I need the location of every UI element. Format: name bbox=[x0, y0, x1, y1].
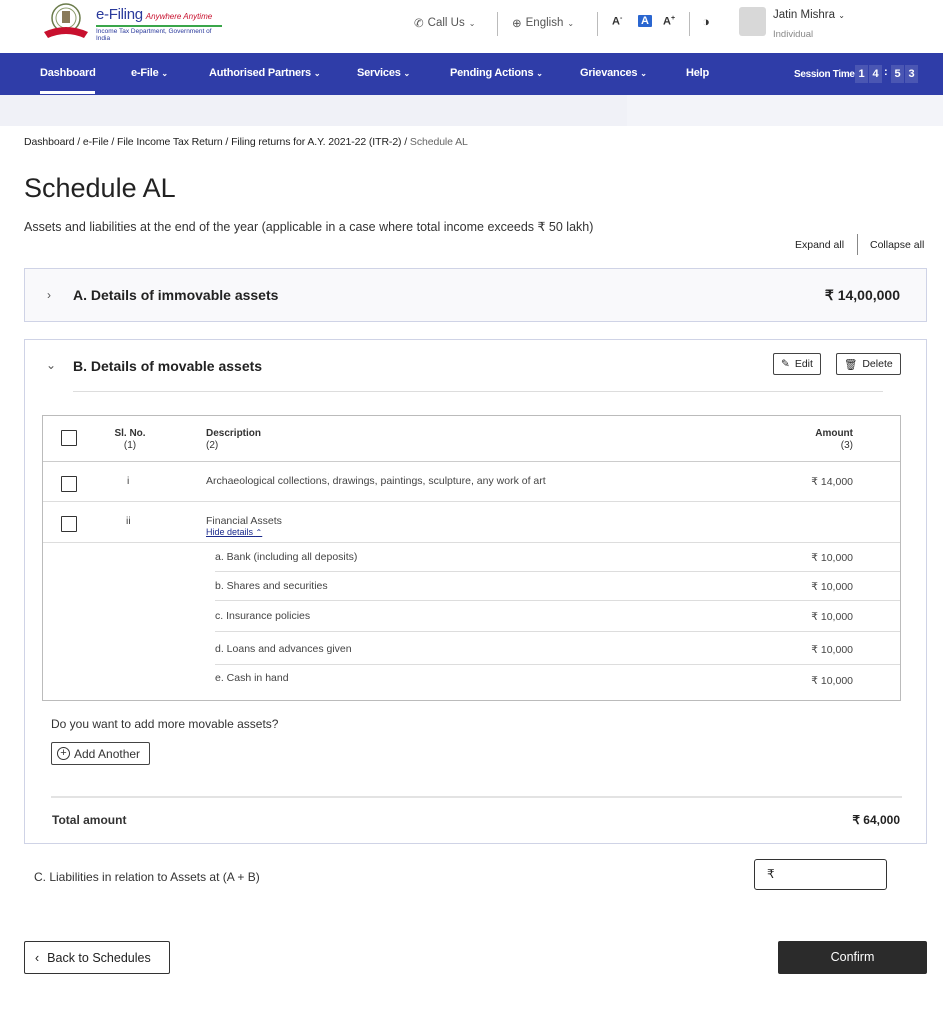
font-normal-label: A bbox=[638, 15, 652, 27]
sub-row-description: b. Shares and securities bbox=[215, 580, 328, 592]
nav-services-label: Services bbox=[357, 67, 401, 79]
session-digit: 3 bbox=[905, 65, 918, 83]
user-menu[interactable] bbox=[773, 9, 845, 21]
contrast-icon[interactable]: ◑ bbox=[702, 14, 710, 29]
chevron-down-icon: ⌄ bbox=[468, 18, 476, 28]
sub-row-amount: ₹ 10,000 bbox=[811, 675, 853, 687]
row-checkbox[interactable] bbox=[61, 476, 77, 492]
edit-label: Edit bbox=[794, 358, 813, 370]
call-us-label: Call Us bbox=[427, 17, 465, 29]
chevron-right-icon[interactable]: › bbox=[47, 288, 51, 302]
nav-dashboard[interactable]: Dashboard bbox=[40, 67, 96, 79]
column-header-sl-no bbox=[113, 428, 147, 452]
divider bbox=[215, 571, 900, 572]
logo-tagline: Anywhere Anytime bbox=[145, 12, 213, 21]
user-name: Jatin Mishra bbox=[773, 9, 835, 21]
total-amount-value: ₹ 64,000 bbox=[852, 813, 900, 827]
language-dropdown[interactable] bbox=[512, 16, 574, 30]
font-increase-button[interactable]: A+ bbox=[663, 15, 676, 28]
row-description: Financial Assets bbox=[206, 515, 282, 527]
font-normal-button[interactable] bbox=[638, 15, 652, 27]
sub-row-description: a. Bank (including all deposits) bbox=[215, 551, 358, 563]
session-colon: : bbox=[884, 66, 888, 78]
column-amount-label: Amount bbox=[815, 428, 853, 439]
nav-authorised-partners[interactable] bbox=[209, 67, 320, 79]
divider bbox=[857, 234, 858, 255]
section-b-title: B. Details of movable assets bbox=[73, 358, 263, 374]
nav-pending-actions-label: Pending Actions bbox=[450, 67, 534, 79]
sub-row-amount: ₹ 10,000 bbox=[811, 644, 853, 656]
select-all-checkbox[interactable] bbox=[61, 430, 77, 446]
total-amount-label: Total amount bbox=[52, 813, 127, 827]
language-label: English bbox=[525, 17, 564, 29]
pencil-icon: ✎ bbox=[781, 358, 790, 370]
column-description-index: (2) bbox=[206, 440, 219, 451]
nav-grievances-label: Grievances bbox=[580, 67, 638, 79]
session-time-label: Session Time bbox=[794, 69, 855, 80]
column-description-label: Description bbox=[206, 428, 262, 439]
nav-help[interactable]: Help bbox=[686, 67, 710, 79]
chevron-down-icon: ⌄ bbox=[161, 69, 168, 78]
breadcrumb-current: Schedule AL bbox=[409, 136, 468, 148]
divider bbox=[689, 12, 690, 36]
liabilities-input[interactable]: ₹ bbox=[754, 859, 887, 890]
divider bbox=[43, 501, 900, 502]
row-description: Archaeological collections, drawings, paintings, sculpture, any work of art bbox=[206, 475, 546, 487]
add-another-label: Add Another bbox=[74, 746, 141, 761]
back-to-schedules-button[interactable] bbox=[24, 941, 170, 974]
divider bbox=[51, 796, 902, 798]
divider bbox=[215, 600, 900, 601]
chevron-up-icon: ⌃ bbox=[255, 528, 263, 537]
add-another-button[interactable] bbox=[51, 742, 150, 765]
chevron-down-icon: ⌄ bbox=[640, 69, 647, 78]
add-more-question: Do you want to add more movable assets? bbox=[51, 717, 279, 731]
delete-button[interactable] bbox=[836, 353, 901, 375]
font-decrease-button[interactable]: A- bbox=[612, 15, 623, 28]
call-us-dropdown[interactable] bbox=[414, 16, 475, 30]
confirm-button[interactable]: Confirm bbox=[778, 941, 927, 974]
user-role: Individual bbox=[773, 29, 814, 40]
breadcrumb-file-itr[interactable]: File Income Tax Return bbox=[117, 136, 223, 148]
nav-pending-actions[interactable] bbox=[450, 67, 543, 79]
sub-row-amount: ₹ 10,000 bbox=[811, 581, 853, 593]
session-digit: 1 bbox=[855, 65, 868, 83]
column-header-amount bbox=[773, 428, 853, 452]
nav-efile-label: e-File bbox=[131, 67, 159, 79]
breadcrumb-efile[interactable]: e-File bbox=[82, 136, 109, 148]
row-amount: ₹ 14,000 bbox=[811, 476, 853, 488]
divider bbox=[73, 391, 883, 392]
font-decrease-label: A bbox=[612, 15, 620, 28]
column-sl-no-label: Sl. No. bbox=[114, 428, 146, 439]
plus-circle-icon: + bbox=[57, 747, 70, 760]
nav-grievances[interactable] bbox=[580, 67, 647, 79]
row-checkbox[interactable] bbox=[61, 516, 77, 532]
delete-label: Delete bbox=[862, 358, 893, 370]
back-label: Back to Schedules bbox=[47, 950, 151, 965]
divider bbox=[43, 542, 900, 543]
column-sl-no-index: (1) bbox=[123, 440, 137, 451]
divider bbox=[497, 12, 498, 36]
nav-services[interactable] bbox=[357, 67, 410, 79]
divider bbox=[215, 631, 900, 632]
hide-details-link[interactable] bbox=[206, 527, 262, 537]
breadcrumb-filing-returns[interactable]: Filing returns for A.Y. 2021-22 (ITR-2) bbox=[231, 136, 402, 148]
chevron-down-icon: ⌄ bbox=[536, 69, 543, 78]
breadcrumb: Dashboard / e-File / File Income Tax Return / Filing returns for A.Y. 2021-22 (ITR-2) / Schedule AL bbox=[24, 136, 468, 148]
row-sl-no: ii bbox=[126, 515, 131, 527]
column-amount-index: (3) bbox=[840, 440, 853, 451]
sub-row-description: e. Cash in hand bbox=[215, 672, 289, 684]
divider bbox=[215, 664, 900, 665]
section-a-title: A. Details of immovable assets bbox=[73, 287, 279, 303]
nav-efile[interactable] bbox=[131, 67, 168, 79]
trash-icon: 🗑 bbox=[844, 358, 858, 371]
nav-active-indicator bbox=[40, 91, 95, 94]
emblem-logo-icon[interactable] bbox=[40, 2, 92, 40]
divider bbox=[43, 461, 900, 462]
chevron-down-icon: ⌄ bbox=[838, 11, 845, 20]
sub-row-description: d. Loans and advances given bbox=[215, 643, 352, 655]
logo-subtitle: Income Tax Department, Government of India bbox=[96, 25, 222, 42]
page-title: Schedule AL bbox=[24, 173, 176, 203]
section-a-amount: ₹ 14,00,000 bbox=[824, 287, 900, 303]
chevron-down-icon[interactable]: ⌄ bbox=[46, 358, 57, 372]
page-description: Assets and liabilities at the end of the year (applicable in a case where total income exceeds ₹ 50 lakh) bbox=[24, 220, 594, 234]
column-header-description bbox=[206, 428, 261, 452]
avatar[interactable] bbox=[739, 7, 766, 36]
sub-row-amount: ₹ 10,000 bbox=[811, 611, 853, 623]
logo-title: e-Filing bbox=[96, 6, 143, 23]
efiling-logo[interactable] bbox=[96, 6, 222, 42]
expand-all-link[interactable]: Expand all bbox=[795, 239, 845, 251]
nav-authorised-partners-label: Authorised Partners bbox=[209, 67, 311, 79]
chevron-down-icon: ⌄ bbox=[313, 69, 321, 78]
collapse-all-link[interactable]: Collapse all bbox=[870, 239, 925, 251]
font-increase-label: A bbox=[663, 15, 671, 28]
divider bbox=[597, 12, 598, 36]
hide-details-label: Hide details bbox=[206, 527, 254, 537]
globe-icon: ⊕ bbox=[512, 18, 522, 30]
liabilities-label: C. Liabilities in relation to Assets at (A + B) bbox=[34, 870, 260, 884]
chevron-left-icon: ‹ bbox=[35, 950, 40, 965]
edit-button[interactable] bbox=[773, 353, 821, 375]
sub-row-amount: ₹ 10,000 bbox=[811, 552, 853, 564]
sub-header-strip-right bbox=[627, 95, 943, 126]
sub-row-description: c. Insurance policies bbox=[215, 610, 311, 622]
chevron-down-icon: ⌄ bbox=[403, 69, 411, 78]
phone-icon: ✆ bbox=[414, 18, 424, 30]
chevron-down-icon: ⌄ bbox=[567, 18, 575, 28]
row-sl-no: i bbox=[127, 475, 130, 487]
breadcrumb-dashboard[interactable]: Dashboard bbox=[24, 136, 75, 148]
session-digit: 5 bbox=[891, 65, 904, 83]
session-digit: 4 bbox=[869, 65, 882, 83]
